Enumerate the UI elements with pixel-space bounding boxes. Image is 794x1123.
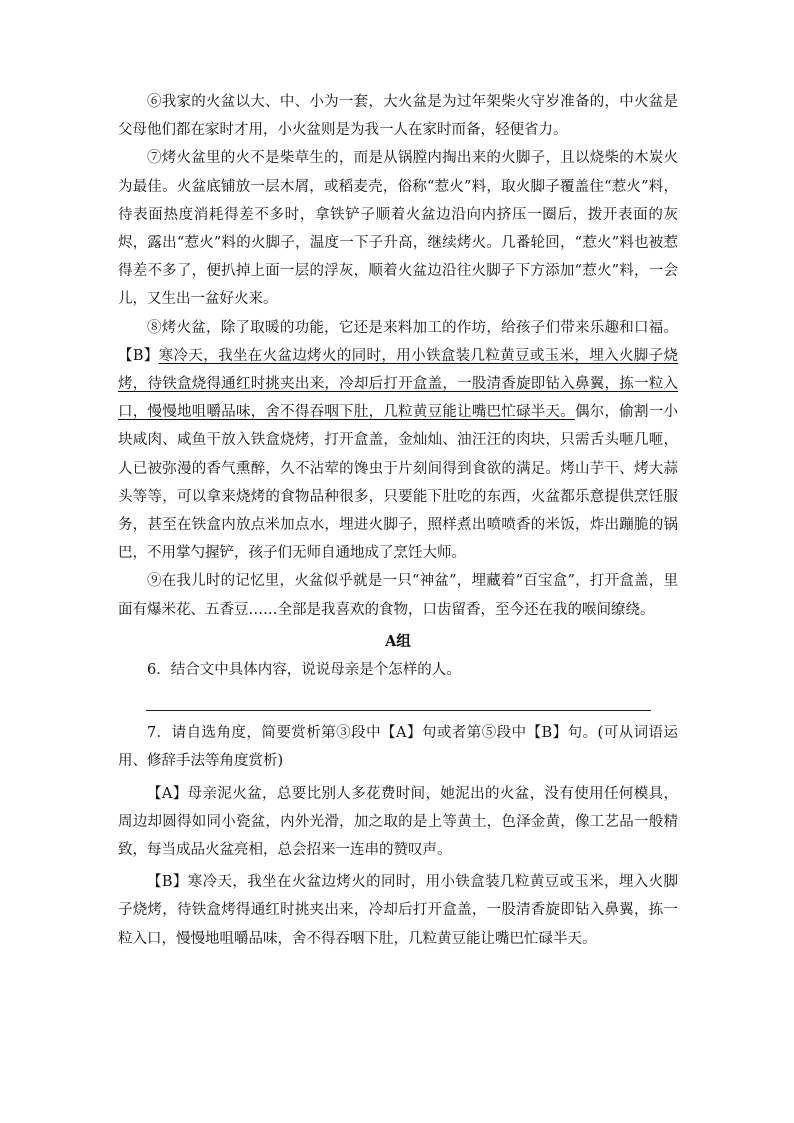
underlined-sentence-b: 寒冷天，我坐在火盆边烤火的同时，用小铁盒装几粒黄豆或玉米，埋入火脚子烧烤，待铁盒烧得通红时挑夹出来，冷却后打开盒盖，一股清香旋即钻入鼻翼，拣一粒入口，慢慢地咀嚼品味，舍不得吞咽下肚，几粒黄豆能让嘴巴忙碌半天。 <box>118 347 679 421</box>
paragraph-8 <box>118 314 678 568</box>
paragraph-7: ⑦烤火盆里的火不是柴草生的，而是从锅膛内掏出来的火脚子，且以烧柴的木炭火为最佳。火盆底铺放一层木屑，或稻麦壳，俗称“惹火”料，取火脚子覆盖住“惹火”料，待表面热度消耗得差不多时，拿铁铲子顺着火盆边沿向内挤压一圈后，拨开表面的灰烬，露出“惹火”料的火脚子，温度一下子升高，继续烤火。几番轮回，“惹火”料也被惹得差不多了，便扒掉上面一层的浮灰，顺着火盆边沿往火脚子下方添加“惹火”料，一会儿，又生出一盆好火来。 <box>118 150 678 308</box>
question-6: 6．结合文中具体内容，说说母亲是个怎样的人。 <box>147 662 461 679</box>
document-page <box>118 88 678 953</box>
paragraph-8-rest: 偶尔，偷割一小块咸肉、咸鱼干放入铁盒烧烤，打开盒盖，金灿灿、油汪汪的肉块，只需舌头咂几咂，人已被弥漫的香气熏醉，久不沾荤的馋虫于片刻间得到食欲的满足。烤山芋干、烤大蒜头等等，可以拿来烧烤的食物品种很多，只要能下肚吃的东西，火盆都乐意提供烹饪服务，甚至在铁盒内放点米加点水，埋进火脚子，照样煮出喷喷香的米饭，炸出蹦脆的锅巴，不用掌勺握铲，孩子们无师自通地成了烹饪大师。 <box>118 404 679 562</box>
paragraph-6: ⑥我家的火盆以大、中、小为一套，大火盆是为过年架柴火守岁准备的，中火盆是父母他们都在家时才用，小火盆则是为我一人在家时而备，轻便省力。 <box>118 94 678 139</box>
quote-b: 【B】寒冷天，我坐在火盆边烤火的同时，用小铁盒装几粒黄豆或玉米，埋入火脚子烧烤，待铁盒烤得通红时挑夹出来，冷却后打开盒盖，一股清香旋即钻入鼻翼，拣一粒入口，慢慢地咀嚼品味，舍不得吞咽下肚，几粒黄豆能让嘴巴忙碌半天。 <box>118 874 678 947</box>
quote-a: 【A】母亲泥火盆，总要比别人多花费时间，她泥出的火盆，没有使用任何模具，周边却圆得如同小瓷盆，内外光滑，加之取的是上等黄土，色泽金黄，像工艺品一般精致，每当成品火盆亮相，总会招来一连串的赞叹声。 <box>118 785 678 859</box>
group-heading: A组 <box>385 632 411 650</box>
paragraph-8-intro: ⑧烤火盆，除了取暖的功能，它还是来料加工的作坊，给孩子们带来乐趣和口福。【B】 <box>118 319 678 364</box>
answer-line[interactable] <box>146 698 651 711</box>
paragraph-9: ⑨在我儿时的记忆里，火盆似乎就是一只“神盆”，埋藏着“百宝盒”，打开盒盖，里面有爆米花、五香豆……全部是我喜欢的食物，口齿留香，至今还在我的喉间缭绕。 <box>118 573 678 618</box>
question-7: 7．请自选角度，简要赏析第③段中【A】句或者第⑤段中【B】句。(可从词语运用、修辞手法等角度赏析) <box>118 725 678 770</box>
